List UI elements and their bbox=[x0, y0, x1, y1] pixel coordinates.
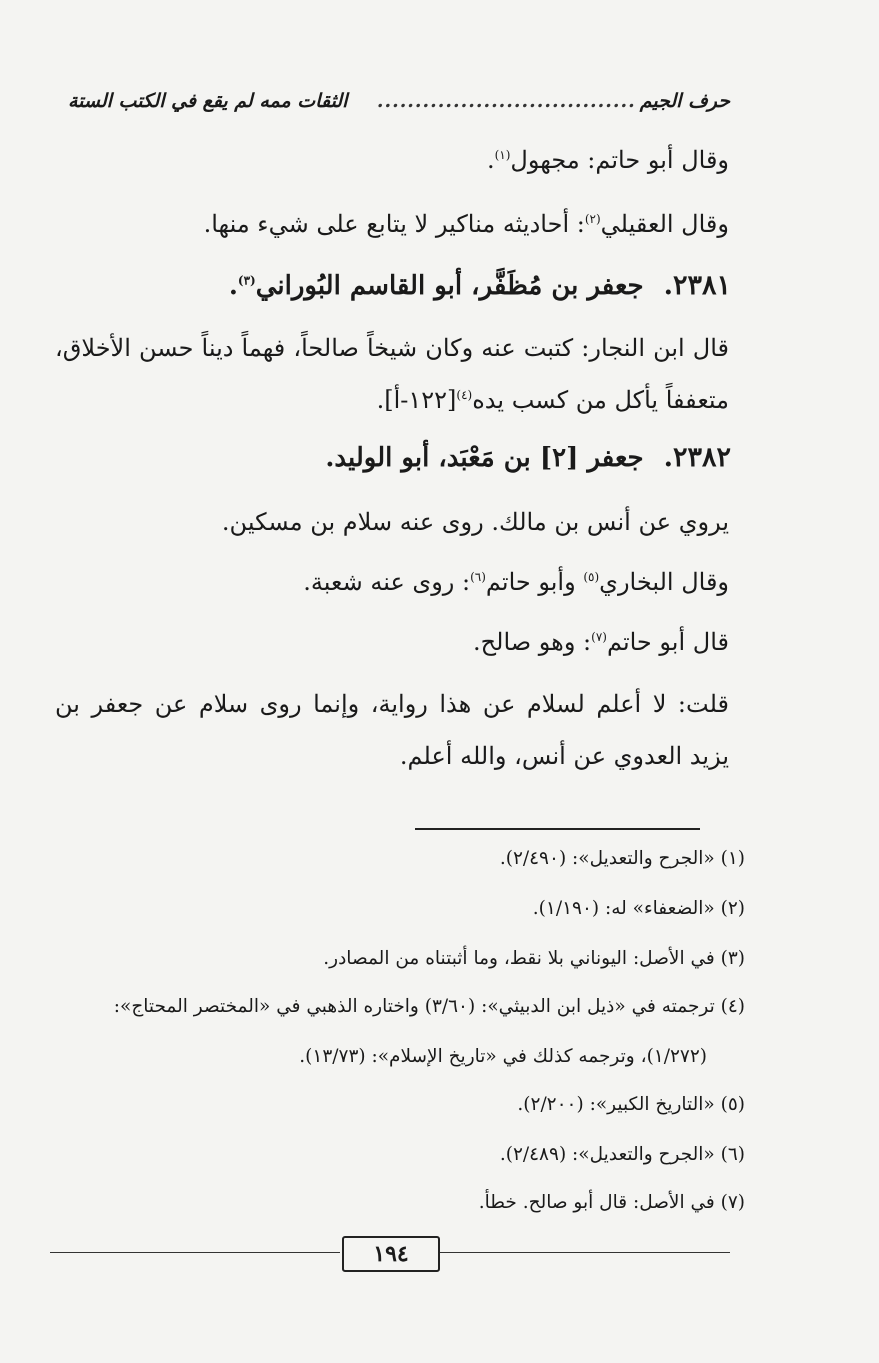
footnote-ref: (٧) bbox=[591, 630, 607, 644]
entry-name: جعفر [٢] بن مَعْبَد، أبو الوليد. bbox=[325, 443, 644, 473]
page-number: ١٩٤ bbox=[342, 1236, 440, 1272]
entry-heading-2381: ٢٣٨١.جعفر بن مُظَفَّر، أبو القاسم البُوراني$^{(٣)}$. bbox=[228, 270, 731, 301]
footnote-2: (٢) «الضعفاء» له: (١/١٩٠). bbox=[532, 898, 745, 919]
footnote-5: (٥) «التاريخ الكبير»: (٢/٢٠٠). bbox=[517, 1094, 745, 1115]
body-line-1: وقال أبو حاتم: مجهول$^{(١)}$. bbox=[486, 146, 729, 174]
footnote-6: (٦) «الجرح والتعديل»: (٢/٤٨٩). bbox=[499, 1144, 745, 1165]
body-paragraph-1: قال ابن النجار: كتبت عنه وكان شيخاً صالحاً، فهماً ديناً حسن الأخلاق، متعففاً يأكل من كسب يده$^{(٤)}$[١٢٢-أ]. bbox=[55, 334, 729, 414]
footnote-3: (٣) في الأصل: اليوناني بلا نقط، وما أثبتناه من المصادر. bbox=[323, 948, 745, 969]
footnote-4: (٤) ترجمته في «ذيل ابن الدبيثي»: (٣/٦٠) واختاره الذهبي في «المختصر المحتاج»: bbox=[113, 996, 745, 1017]
entry-number: ٢٣٨١. bbox=[663, 270, 731, 301]
footer-rule-left bbox=[50, 1252, 340, 1253]
footnote-separator bbox=[415, 828, 700, 830]
header-chapter: حرف الجيم bbox=[639, 90, 730, 112]
footnote-4-continued: (١/٢٧٢)، وترجمه كذلك في «تاريخ الإسلام»: (١٣/٧٣). bbox=[299, 1046, 707, 1067]
header-book-title: الثقات ممه لم يقع في الكتب الستة bbox=[68, 90, 348, 112]
body-line-3: يروي عن أنس بن مالك. روى عنه سلام بن مسكين. bbox=[221, 508, 729, 536]
body-line-5: قال أبو حاتم$^{(٧)}$: وهو صالح. bbox=[473, 628, 729, 656]
running-header bbox=[68, 90, 730, 112]
header-dots: .................................. bbox=[376, 90, 636, 112]
entry-name: جعفر بن مُظَفَّر، أبو القاسم البُوراني bbox=[255, 271, 644, 301]
entry-heading-2382 bbox=[325, 442, 731, 473]
body-line-2: وقال العقيلي$^{(٢)}$: أحاديثه مناكير لا يتابع على شيء منها. bbox=[203, 210, 729, 238]
footer-rule-right bbox=[438, 1252, 730, 1253]
footnote-ref: (٤) bbox=[456, 388, 473, 402]
footnote-ref: (٦) bbox=[470, 570, 486, 584]
footnote-ref: (٥) bbox=[583, 570, 600, 584]
body-paragraph-2: قلت: لا أعلم لسلام عن هذا رواية، وإنما روى سلام عن جعفر بن يزيد العدوي عن أنس، والله أعلم. bbox=[55, 690, 729, 770]
footnote-7: (٧) في الأصل: قال أبو صالح. خطأ. bbox=[478, 1192, 745, 1213]
footnote-1: (١) «الجرح والتعديل»: (٢/٤٩٠). bbox=[499, 848, 745, 869]
entry-number: ٢٣٨٢. bbox=[663, 442, 731, 473]
footnote-ref: (١) bbox=[494, 148, 511, 162]
footnote-ref: (٣) bbox=[237, 273, 256, 288]
footnote-ref: (٢) bbox=[584, 212, 601, 226]
body-line-4: وقال البخاري$^{(٥)}$ وأبو حاتم$^{(٦)}$: روى عنه شعبة. bbox=[303, 568, 729, 596]
